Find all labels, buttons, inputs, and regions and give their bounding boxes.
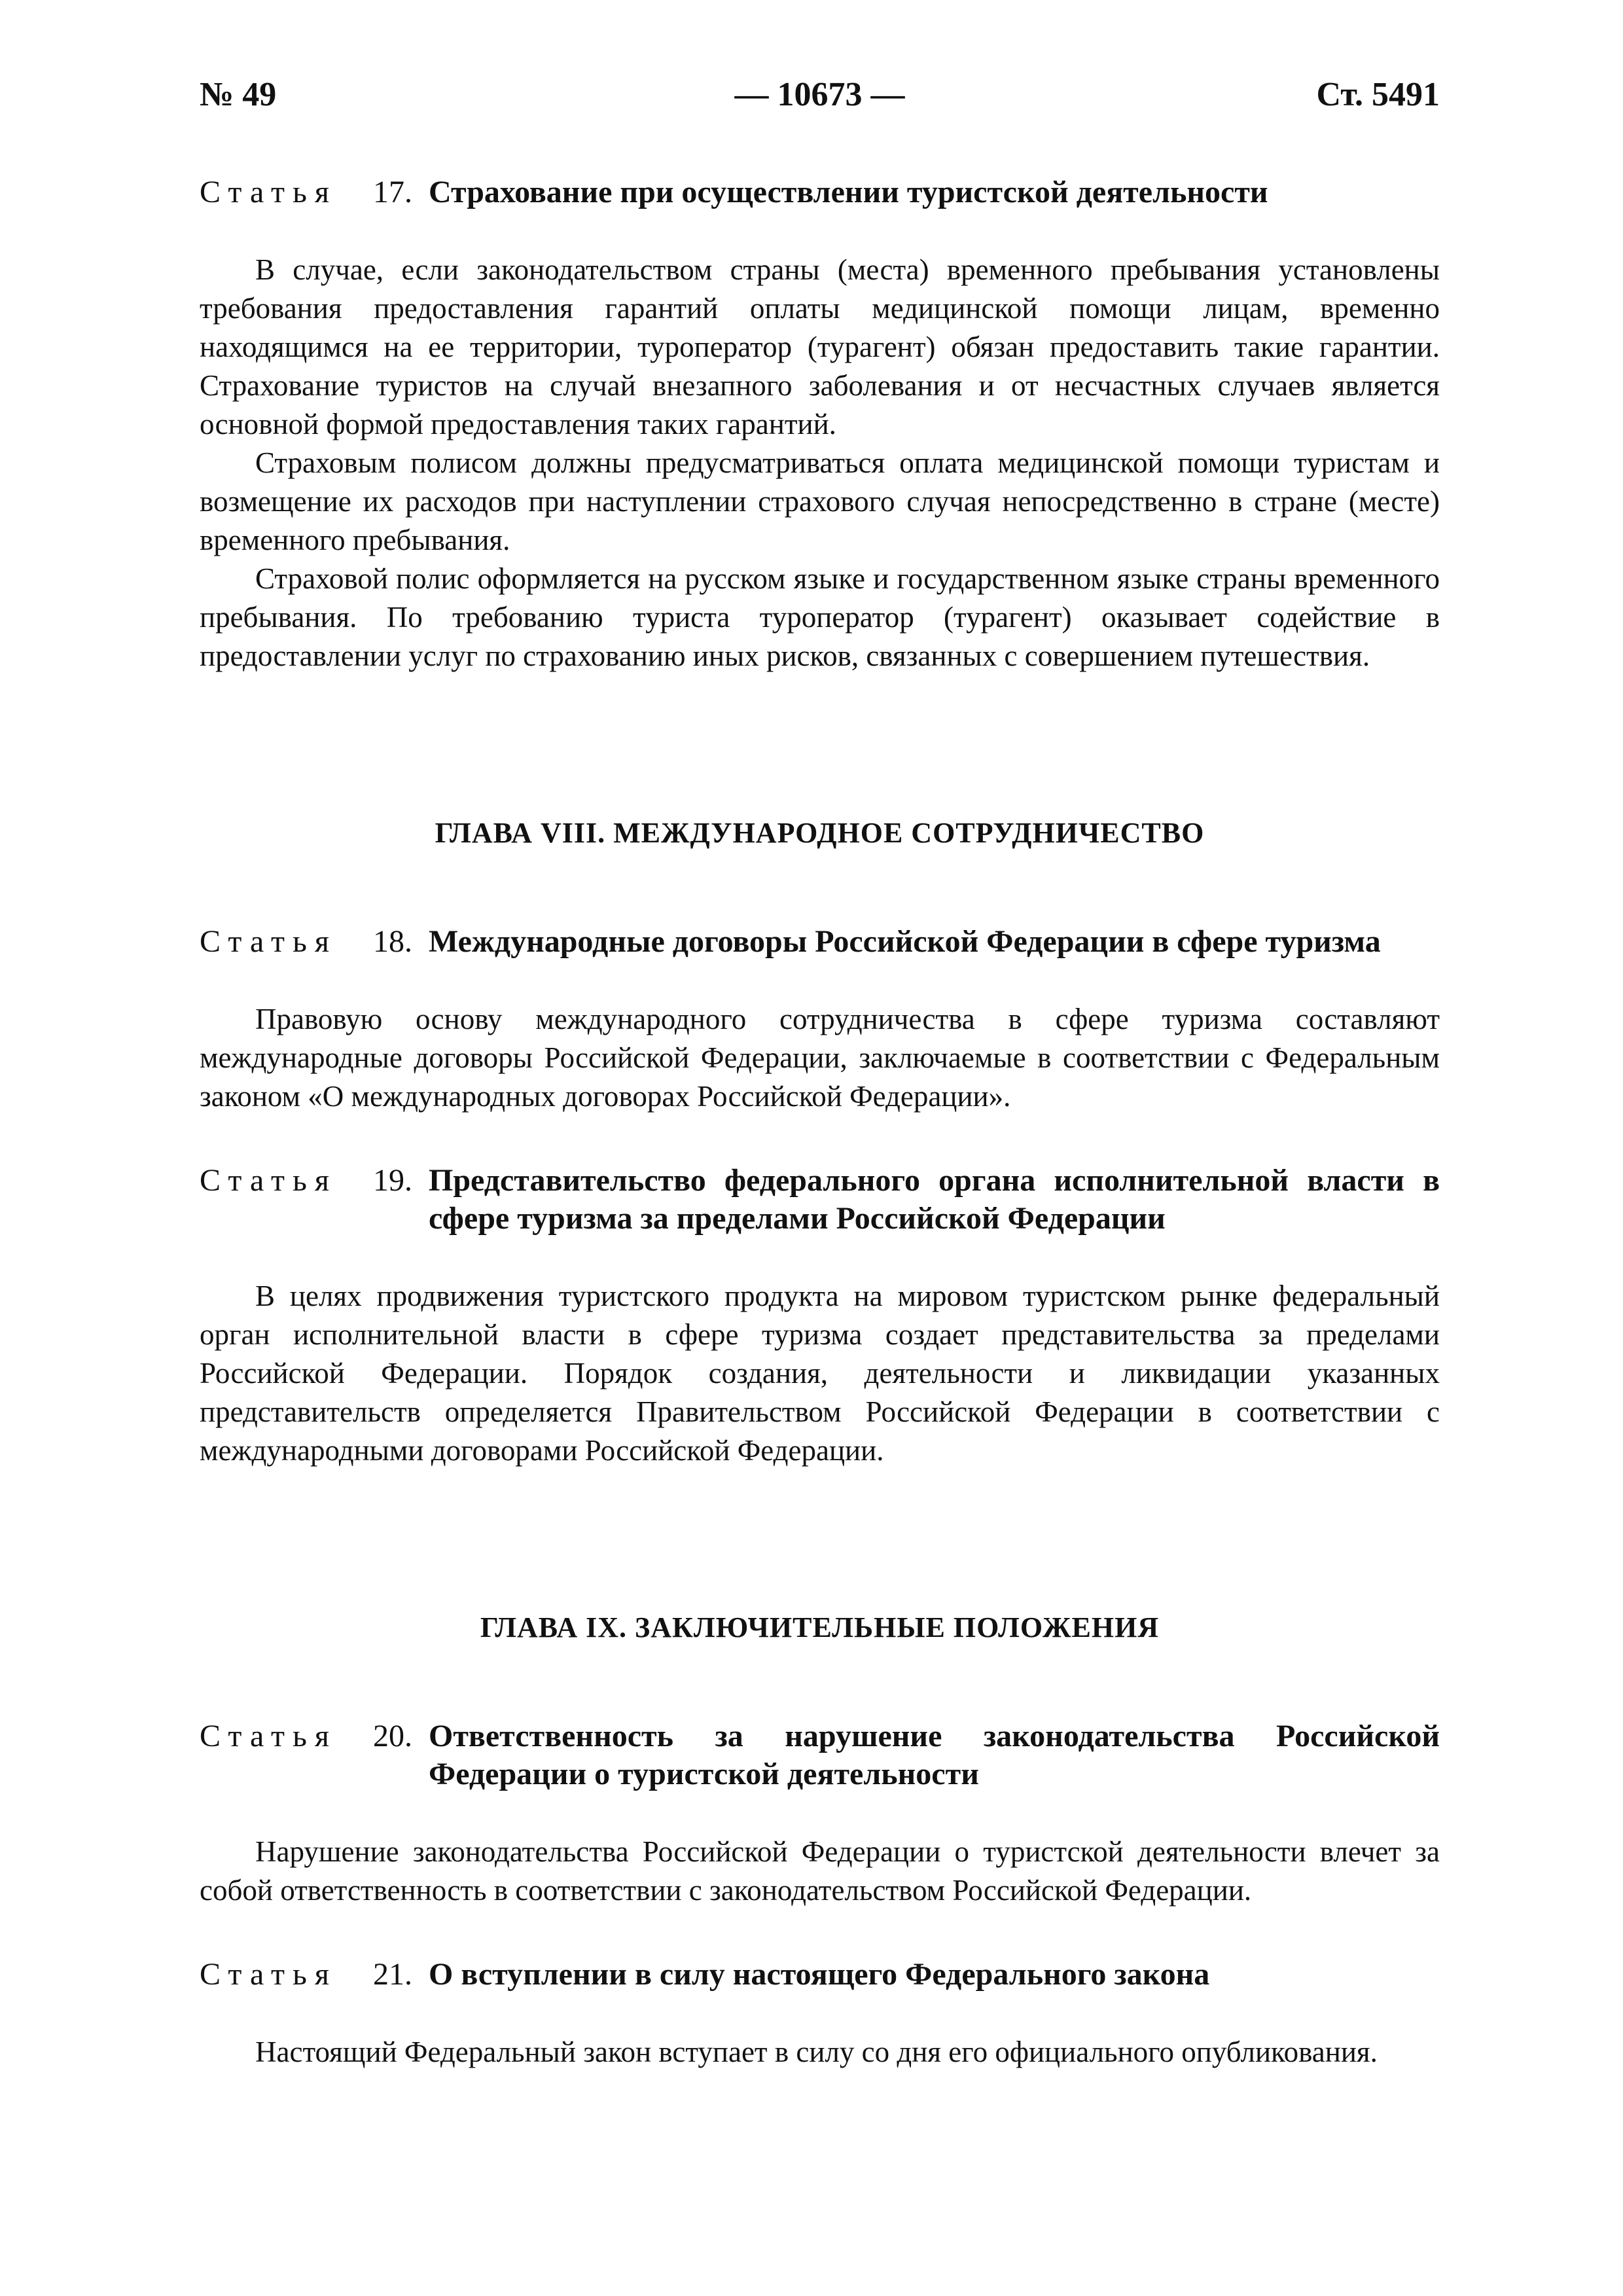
article-17-paragraph-1: В случае, если законодательством страны (места) временного пребывания установлены требования предоставления гарантий оплаты медицинской помощи лицам, временно находящимся на ее территории, туроператор (турагент) обязан предоставить такие гарантии. Страхование туристов на случай внезапного заболевания и от несчастных случаев является основной формой предоставления таких гарантий. xyxy=(200,253,1440,440)
article-word: Статья xyxy=(200,924,337,959)
article-word: Статья xyxy=(200,1957,337,1992)
article-18-heading xyxy=(200,923,1440,961)
article-17-paragraph-3: Страховой полис оформляется на русском языке и государственном языке страны временного пребывания. По требованию туриста туроператор (турагент) оказывает содействие в предоставлении услуг по страхованию иных рисков, связанных с совершением путешествия. xyxy=(200,562,1440,672)
article-17-heading xyxy=(200,173,1440,211)
article-17-paragraph-2: Страховым полисом должны предусматриваться оплата медицинской помощи туристам и возмещение их расходов при наступлении страхового случая непосредственно в стране (месте) временного пребывания. xyxy=(200,446,1440,556)
article-title: Страхование при осуществлении туристской деятельности xyxy=(429,175,1268,209)
article-word: Статья xyxy=(200,1719,337,1753)
article-18-paragraph-1: Правовую основу международного сотрудничества в сфере туризма составляют международные договоры Российской Федерации, заключаемые в соответствии с Федеральным законом «О международных договорах Российской Федерации». xyxy=(200,1003,1440,1113)
article-20-heading xyxy=(200,1717,1440,1793)
article-reference: Ст. 5491 xyxy=(1316,76,1440,113)
article-number: 21. xyxy=(373,1957,412,1992)
page-number: — 10673 — xyxy=(734,76,905,113)
article-title: Ответственность за нарушение законодательства Российской Федерации о туристской деятельности xyxy=(429,1719,1440,1791)
article-title: О вступлении в силу настоящего Федерального закона xyxy=(429,1957,1210,1992)
article-number: 20. xyxy=(373,1719,412,1753)
page-header xyxy=(200,69,1440,128)
article-number: 17. xyxy=(373,175,412,209)
document-page xyxy=(200,69,1440,2072)
article-word: Статья xyxy=(200,1163,337,1198)
article-19-paragraph-1: В целях продвижения туристского продукта на мировом туристском рынке федеральный орган исполнительной власти в сфере туризма создает представительства за пределами Российской Федерации. Порядок создания, деятельности и ликвидации указанных представительств определяется Правительством Российской Федерации в соответствии с международными договорами Российской Федерации. xyxy=(200,1280,1440,1467)
article-number: 18. xyxy=(373,924,412,959)
article-word: Статья xyxy=(200,175,337,209)
article-number: 19. xyxy=(373,1163,412,1198)
article-20-paragraph-1: Нарушение законодательства Российской Федерации о туристской деятельности влечет за собой ответственность в соответствии с законодательством Российской Федерации. xyxy=(200,1835,1440,1907)
article-title: Представительство федерального органа исполнительной власти в сфере туризма за пределами Российской Федерации xyxy=(429,1163,1440,1236)
article-19-heading xyxy=(200,1162,1440,1238)
article-21-paragraph-1: Настоящий Федеральный закон вступает в силу со дня его официального опубликования. xyxy=(255,2036,1378,2068)
chapter-8-heading: ГЛАВА VIII. МЕЖДУНАРОДНОЕ СОТРУДНИЧЕСТВО xyxy=(435,817,1205,849)
chapter-9-heading: ГЛАВА IX. ЗАКЛЮЧИТЕЛЬНЫЕ ПОЛОЖЕНИЯ xyxy=(480,1611,1160,1643)
article-21-heading xyxy=(200,1956,1440,1994)
article-title: Международные договоры Российской Федерации в сфере туризма xyxy=(429,924,1381,959)
issue-number: № 49 xyxy=(200,76,277,113)
